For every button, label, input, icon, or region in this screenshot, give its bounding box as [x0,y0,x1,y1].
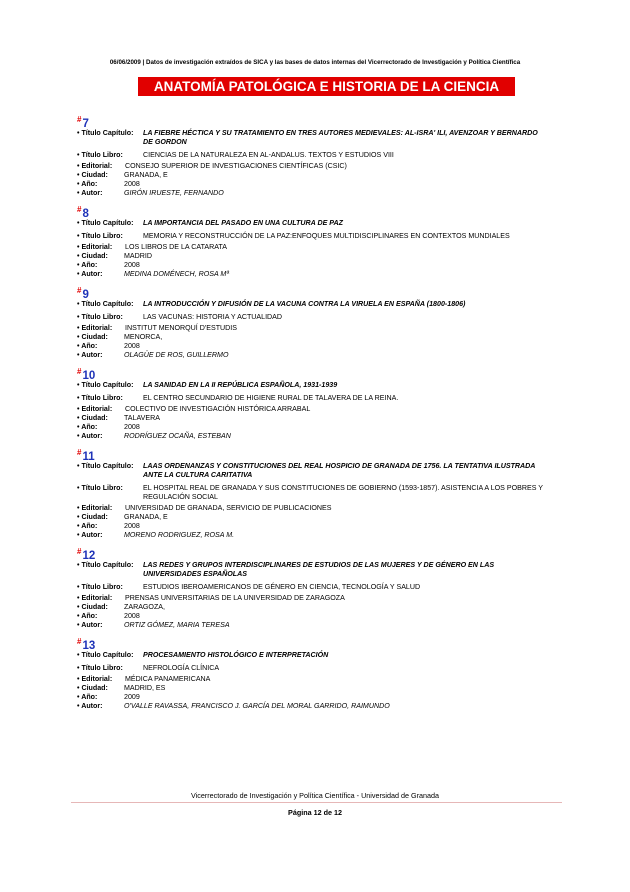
year-label: • Año: [77,522,98,530]
record-number [77,203,547,220]
year-label: • Año: [77,342,98,350]
hash-mark: # [77,637,82,646]
city-label: • Ciudad: [77,513,108,521]
record-8 [77,203,547,279]
author-value: O'VALLE RAVASSA, FRANCISCO J. GARCÍA DEL MORAL GARRIDO, RAIMUNDO [124,702,390,710]
city-row [77,684,547,693]
record-number-value: 10 [82,369,96,382]
book-title-value: MEMORIA Y RECONSTRUCCIÓN DE LA PAZ:ENFOQUES MULTIDISCIPLINARES EN CONTEXTOS MUNDIALES [143,232,510,240]
city-row [77,603,547,612]
chapter-title-row [77,381,547,390]
book-title-value: EL CENTRO SECUNDARIO DE HIGIENE RURAL DE TALAVERA DE LA REINA. [143,394,399,402]
book-title-label: • Título Libro: [77,583,123,591]
publisher-label: • Editorial: [77,324,113,332]
record-number-value: 12 [82,549,96,562]
header-description: Datos de investigación extraídos de SICA y las bases de datos internas del Vicerrectorado de Investigación y Política Científica [146,59,521,66]
publisher-row [77,504,547,513]
header-separator: | [142,59,145,66]
chapter-title-label: • Título Capítulo: [77,462,134,470]
record-number-value: 13 [82,639,96,652]
city-row [77,414,547,423]
city-label: • Ciudad: [77,414,108,422]
author-row [77,432,547,441]
year-label: • Año: [77,180,98,188]
city-row [77,252,547,261]
city-label: • Ciudad: [77,171,108,179]
publisher-label: • Editorial: [77,162,113,170]
chapter-title-label: • Título Capítulo: [77,651,134,659]
chapter-title-row [77,462,547,480]
author-row [77,351,547,360]
hash-mark: # [77,367,82,376]
publisher-label: • Editorial: [77,675,113,683]
city-label: • Ciudad: [77,252,108,260]
city-value: MENORCA, [124,333,163,341]
book-title-value: LAS VACUNAS: HISTORIA Y ACTUALIDAD [143,313,283,321]
chapter-title-value: LAAS ORDENANZAS Y CONSTITUCIONES DEL REAL HOSPICIO DE GRANADA DE 1756. LA TENTATIVA ILUSTRADA ANTE LA CULTURA CARITATIVA [143,462,536,479]
record-number [77,284,547,301]
book-title-label: • Título Libro: [77,232,123,240]
publisher-value: INSTITUT MENORQUÍ D'ESTUDIS [125,324,237,332]
author-label: • Autor: [77,702,103,710]
year-row [77,522,547,531]
book-title-value: NEFROLOGÍA CLÍNICA [143,664,220,672]
records-list [77,113,547,716]
book-title-row [77,151,547,160]
year-row [77,342,547,351]
city-row [77,333,547,342]
author-row [77,621,547,630]
publisher-label: • Editorial: [77,594,113,602]
chapter-title-value: LA INTRODUCCIÓN Y DIFUSIÓN DE LA VACUNA CONTRA LA VIRUELA EN ESPAÑA (1800-1806) [143,300,466,308]
book-title-label: • Título Libro: [77,151,123,159]
year-value: 2009 [124,693,140,701]
author-row [77,189,547,198]
author-label: • Autor: [77,531,103,539]
hash-mark: # [77,547,82,556]
year-value: 2008 [124,612,140,620]
author-value: OLAGÜE DE ROS, GUILLERMO [124,351,229,359]
publisher-value: COLECTIVO DE INVESTIGACIÓN HISTÓRICA ARRABAL [125,405,311,413]
footer-text: Vicerrectorado de Investigación y Política Científica - Universidad de Granada [191,791,439,800]
chapter-title-value: LA SANIDAD EN LA II REPÚBLICA ESPAÑOLA, 1931-1939 [143,381,338,389]
publisher-label: • Editorial: [77,405,113,413]
chapter-title-label: • Título Capítulo: [77,219,134,227]
year-row [77,693,547,702]
book-title-value: EL HOSPITAL REAL DE GRANADA Y SUS CONSTITUCIONES DE GOBIERNO (1593-1857). ASISTENCIA A LOS POBRES Y REGULACIÓN SOCIAL [143,484,543,501]
year-row [77,261,547,270]
book-title-value: ESTUDIOS IBEROAMERICANOS DE GÉNERO EN CIENCIA, TECNOLOGÍA Y SALUD [143,583,421,591]
author-value: RODRÍGUEZ OCAÑA, ESTEBAN [124,432,231,440]
page-number: Página 12 de 12 [288,808,342,817]
year-row [77,180,547,189]
author-row [77,270,547,279]
chapter-title-row [77,651,547,660]
book-title-label: • Título Libro: [77,394,123,402]
year-row [77,423,547,432]
author-value: ORTIZ GÓMEZ, MARIA TERESA [124,621,230,629]
record-number-value: 8 [82,207,89,220]
year-label: • Año: [77,612,98,620]
publisher-value: PRENSAS UNIVERSITARIAS DE LA UNIVERSIDAD DE ZARAGOZA [125,594,345,602]
hash-mark: # [77,286,82,295]
record-11 [77,446,547,540]
city-label: • Ciudad: [77,684,108,692]
year-value: 2008 [124,522,140,530]
book-title-row [77,313,547,322]
record-7 [77,113,547,198]
city-value: GRANADA, E [124,513,168,521]
chapter-title-row [77,129,547,147]
chapter-title-label: • Título Capítulo: [77,300,134,308]
record-13 [77,635,547,711]
chapter-title-row [77,219,547,228]
book-title-label: • Título Libro: [77,313,123,321]
author-label: • Autor: [77,351,103,359]
chapter-title-value: LAS REDES Y GRUPOS INTERDISCIPLINARES DE ESTUDIOS DE LAS MUJERES Y DE GÉNERO EN LAS UNIVERSIDADES ESPAÑOLAS [143,561,495,578]
section-title: ANATOMÍA PATOLÓGICA E HISTORIA DE LA CIENCIA [138,77,515,96]
author-value: MEDINA DOMÉNECH, ROSA Mª [124,270,229,278]
book-title-value: CIENCIAS DE LA NATURALEZA EN AL-ANDALUS. TEXTOS Y ESTUDIOS VIII [143,151,394,159]
book-title-row [77,484,547,502]
book-title-row [77,664,547,673]
year-label: • Año: [77,261,98,269]
publisher-row [77,243,547,252]
book-title-label: • Título Libro: [77,664,123,672]
hash-mark: # [77,205,82,214]
record-number-value: 11 [82,450,95,463]
city-row [77,171,547,180]
publisher-value: UNIVERSIDAD DE GRANADA, SERVICIO DE PUBLICACIONES [125,504,332,512]
author-value: GIRÓN IRUESTE, FERNANDO [124,189,224,197]
chapter-title-label: • Título Capítulo: [77,381,134,389]
record-number [77,545,547,562]
chapter-title-label: • Título Capítulo: [77,561,134,569]
record-12 [77,545,547,630]
record-number [77,365,547,382]
record-number [77,113,547,130]
author-label: • Autor: [77,621,103,629]
author-label: • Autor: [77,189,103,197]
record-10 [77,365,547,441]
city-value: ZARAGOZA, [124,603,165,611]
publisher-row [77,162,547,171]
author-row [77,531,547,540]
city-label: • Ciudad: [77,333,108,341]
record-number-value: 7 [82,117,89,130]
publisher-value: LOS LIBROS DE LA CATARATA [125,243,227,251]
book-title-row [77,394,547,403]
city-value: TALAVERA [124,414,161,422]
hash-mark: # [77,115,82,124]
year-value: 2008 [124,261,140,269]
record-number [77,446,547,463]
city-value: GRANADA, E [124,171,168,179]
publisher-label: • Editorial: [77,243,113,251]
author-label: • Autor: [77,270,103,278]
year-value: 2008 [124,180,140,188]
author-value: MORENO RODRIGUEZ, ROSA M. [124,531,235,539]
publisher-row [77,594,547,603]
chapter-title-row [77,561,547,579]
publisher-label: • Editorial: [77,504,113,512]
year-label: • Año: [77,693,98,701]
publisher-value: CONSEJO SUPERIOR DE INVESTIGACIONES CIENTÍFICAS (CSIC) [125,162,347,170]
chapter-title-label: • Título Capítulo: [77,129,134,137]
year-row [77,612,547,621]
publisher-row [77,405,547,414]
city-value: MADRID [124,252,152,260]
book-title-row [77,232,547,241]
book-title-row [77,583,547,592]
year-label: • Año: [77,423,98,431]
chapter-title-value: PROCESAMIENTO HISTOLÓGICO E INTERPRETACIÓN [143,651,329,659]
publisher-row [77,675,547,684]
footer-divider [71,802,562,803]
year-value: 2008 [124,342,140,350]
record-9 [77,284,547,360]
city-label: • Ciudad: [77,603,108,611]
record-number-value: 9 [82,288,89,301]
city-row [77,513,547,522]
author-row [77,702,547,711]
author-label: • Autor: [77,432,103,440]
chapter-title-value: LA IMPORTANCIA DEL PASADO EN UNA CULTURA DE PAZ [143,219,343,227]
publisher-row [77,324,547,333]
page-header [0,59,630,66]
city-value: MADRID, ES [124,684,166,692]
hash-mark: # [77,448,82,457]
year-value: 2008 [124,423,140,431]
book-title-label: • Título Libro: [77,484,123,492]
publisher-value: MÉDICA PANAMERICANA [125,675,211,683]
chapter-title-value: LA FIEBRE HÉCTICA Y SU TRATAMIENTO EN TRES AUTORES MEDIEVALES: AL-ISRA' ILI, AVENZOAR Y BERNARDO DE GORDON [143,129,538,146]
header-date: 06/06/2009 [109,59,141,66]
chapter-title-row [77,300,547,309]
record-number [77,635,547,652]
